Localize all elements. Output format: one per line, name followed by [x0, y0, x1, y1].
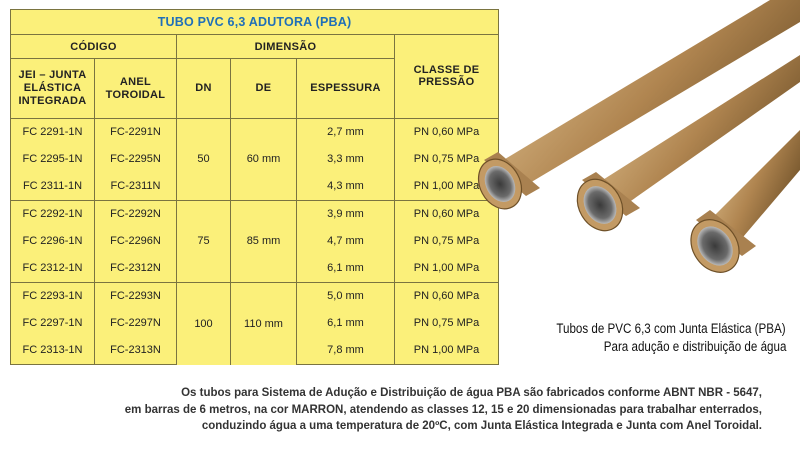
cell-dn: 100: [177, 282, 231, 364]
cell-espessura: 4,7 mm: [297, 228, 395, 255]
cell-espessura: 6,1 mm: [297, 255, 395, 283]
description-line3: conduzindo água a uma temperatura de 20ºC, com Junta Elástica Integrada e Junta com Anel Toroidal.: [201, 420, 762, 432]
cell-jei: FC 2297-1N: [11, 310, 95, 337]
header-classe-line2: PRESSÃO: [418, 76, 475, 89]
header-classe-line1: CLASSE DE: [413, 64, 480, 77]
cell-de: 85 mm: [231, 200, 297, 282]
cell-jei: FC 2295-1N: [11, 146, 95, 173]
cell-classe: PN 1,00 MPa: [395, 255, 499, 283]
image-caption-line2: Para adução e distribuição de água: [603, 339, 786, 354]
cell-jei: FC 2296-1N: [11, 228, 95, 255]
table-row: [11, 282, 499, 310]
cell-jei: FC 2311-1N: [11, 173, 95, 201]
spec-table: [10, 9, 499, 365]
cell-classe: PN 0,75 MPa: [395, 310, 499, 337]
cell-espessura: 3,9 mm: [297, 200, 395, 228]
cell-anel: FC-2295N: [95, 146, 177, 173]
cell-anel: FC-2312N: [95, 255, 177, 283]
cell-jei: FC 2291-1N: [11, 118, 95, 146]
cell-jei: FC 2313-1N: [11, 337, 95, 365]
cell-anel: FC-2311N: [95, 173, 177, 201]
image-caption-line1: Tubos de PVC 6,3 com Junta Elástica (PBA): [556, 321, 786, 336]
pvc-pipes-image: [470, 0, 800, 300]
header-jei: [11, 59, 95, 119]
cell-jei: FC 2312-1N: [11, 255, 95, 283]
cell-classe: PN 1,00 MPa: [395, 173, 499, 201]
cell-anel: FC-2297N: [95, 310, 177, 337]
header-codigo: CÓDIGO: [11, 35, 177, 59]
description: [2, 385, 762, 435]
header-jei-line2: ELÁSTICA: [23, 82, 82, 94]
header-jei-line1: JEI – JUNTA: [18, 69, 87, 81]
cell-classe: PN 1,00 MPa: [395, 337, 499, 365]
cell-jei: FC 2292-1N: [11, 200, 95, 228]
cell-espessura: 4,3 mm: [297, 173, 395, 201]
table-row: [11, 118, 499, 146]
cell-anel: FC-2313N: [95, 337, 177, 365]
cell-dn: 75: [177, 200, 231, 282]
cell-classe: PN 0,75 MPa: [395, 146, 499, 173]
cell-anel: FC-2293N: [95, 282, 177, 310]
header-anel-line2: TOROIDAL: [105, 88, 166, 101]
description-line1: Os tubos para Sistema de Adução e Distribuição de água PBA são fabricados conforme ABNT NBR - 5647,: [181, 387, 762, 399]
header-anel-line1: ANEL: [119, 75, 152, 88]
table-title: TUBO PVC 6,3 ADUTORA (PBA): [11, 10, 499, 35]
header-de: DE: [231, 59, 297, 119]
cell-classe: PN 0,60 MPa: [395, 118, 499, 146]
cell-espessura: 5,0 mm: [297, 282, 395, 310]
header-dn: DN: [177, 59, 231, 119]
cell-de: 60 mm: [231, 118, 297, 200]
cell-dn: 50: [177, 118, 231, 200]
cell-anel: FC-2296N: [95, 228, 177, 255]
cell-classe: PN 0,60 MPa: [395, 200, 499, 228]
header-jei-line3: INTEGRADA: [18, 95, 87, 107]
table-row: [11, 200, 499, 228]
cell-de: 110 mm: [231, 282, 297, 364]
header-espessura: ESPESSURA: [297, 59, 395, 119]
cell-classe: PN 0,75 MPa: [395, 228, 499, 255]
cell-espessura: 7,8 mm: [297, 337, 395, 365]
cell-anel: FC-2292N: [95, 200, 177, 228]
header-anel: [95, 59, 177, 119]
cell-classe: PN 0,60 MPa: [395, 282, 499, 310]
cell-espessura: 6,1 mm: [297, 310, 395, 337]
description-line2: em barras de 6 metros, na cor MARRON, atendendo as classes 12, 15 e 20 dimensionadas para trabalhar enterrados,: [124, 403, 762, 416]
header-dimensao: DIMENSÃO: [177, 35, 395, 59]
cell-espessura: 3,3 mm: [297, 146, 395, 173]
cell-anel: FC-2291N: [95, 118, 177, 146]
cell-espessura: 2,7 mm: [297, 118, 395, 146]
cell-jei: FC 2293-1N: [11, 282, 95, 310]
